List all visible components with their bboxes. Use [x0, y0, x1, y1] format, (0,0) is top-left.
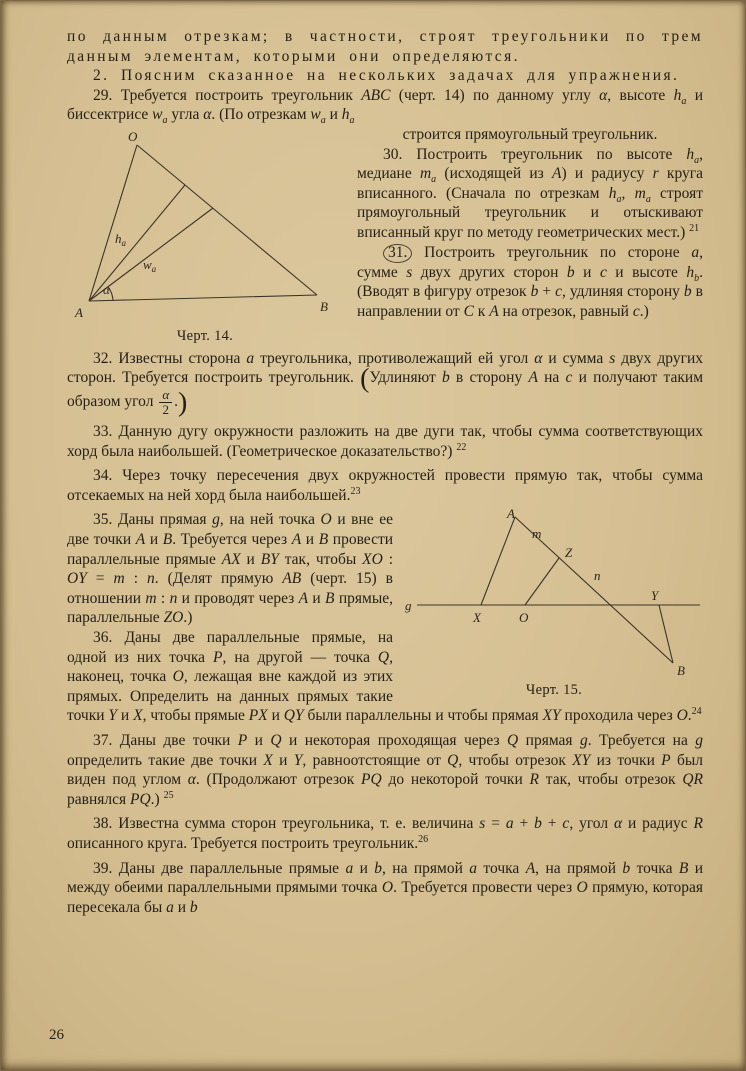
label-X: X — [473, 610, 481, 626]
page-number: 26 — [49, 1027, 64, 1043]
problem-36: 36. Даны две параллельные прямые, на одной из них точка P, на другой — точка Q, наконец, точка O, лежащая вне каждой из этих прямых. Определить на данных прямых такие точки Y и X, чтобы прямые PX и QY были параллельны и чтобы прямая XY проходила через O.$^{24}$ — [67, 628, 702, 725]
label-ha: $h_a$ — [115, 230, 126, 248]
paragraph-section-2: 2. Поясним сказанное на нескольких задачах для упражнения. — [93, 67, 680, 85]
figure-15 — [405, 507, 703, 701]
problem-33: 33. Данную дугу окружности разложить на две дуги так, чтобы сумма соответствующих хорд была наибольшей. (Геометрическое доказательство?) $^{22}$ — [67, 423, 703, 460]
label-O: O — [128, 128, 138, 144]
label-Z: Z — [565, 545, 573, 561]
label-B: B — [677, 663, 685, 679]
problem-38: 38. Известна сумма сторон треугольника, т. е. величина s = a + b + c, угол α и радиус R описанного круга. Требуется построить треугольник.$^{26}$ — [67, 815, 703, 852]
problem-32: 32. Известны сторона a треугольника, противолежащий ей угол α и сумма s двух других сторон. Требуется построить треугольник. (Удлиняют b в сторону A на c и получают таким образом угол $\frac{\alpha}{2}$ .) — [67, 349, 704, 418]
figure-14 — [67, 129, 343, 347]
side-OB — [137, 145, 317, 295]
label-B: B — [320, 298, 328, 314]
paragraph-continuation: по данным отрезкам; в частности, строят треугольники по трем данным элементам, которыми они определяются. — [67, 28, 703, 65]
label-O: O — [519, 610, 529, 626]
label-alpha: α — [103, 281, 110, 297]
figure-14-drawing — [67, 129, 343, 325]
label-n: n — [594, 568, 601, 584]
text-column — [1, 1, 745, 917]
line-AX — [481, 517, 515, 605]
side-OA — [89, 145, 137, 301]
label-wa: $w_a$ — [143, 256, 157, 274]
label-A: A — [75, 304, 83, 320]
figure-15-caption: Черт. 15. — [525, 682, 583, 699]
problem-37: 37. Даны две точки P и Q и некоторая проходящая через Q прямая g. Требуется на g определить такие две точки X и Y, равноотстоящие от Q, чтобы отрезок XY из точки P был виден под углом α. (Продолжают отрезок PQ до некоторой точки R так, чтобы отрезок QR равнялся PQ.) $^{25}$ — [67, 731, 704, 808]
side-AB — [89, 295, 317, 301]
problem-34: 34. Через точку пересечения двух окружностей провести прямую так, чтобы сумма отсекаемых на ней хорд была наибольшей.$^{23}$ — [67, 467, 703, 504]
label-m: m — [532, 526, 542, 542]
label-g: g — [405, 598, 412, 614]
problem-39: 39. Даны две параллельные прямые a и b, на прямой a точка A, на прямой b точка B и между обеими параллельными прямыми точка O. Требуется провести через O прямую, которая пересекала бы a и b — [67, 859, 703, 916]
figure-14-caption: Черт. 14. — [176, 327, 234, 344]
label-A: A — [507, 507, 515, 522]
problem-30: 30. Построить треугольник по высоте $h_a$, медиане $m_a$ (исходящей из A) и радиусу r круга вписанного. (Сначала по отрезкам $h_a$, $m_a$ строят прямоугольный треугольник и отыскивают вписанный круг по методу геометрических мест.) $^{21}$ — [357, 145, 704, 241]
line-BY — [659, 605, 673, 663]
problem-31: 31. Построить треугольник по стороне a, сумме s двух других сторон b и c и высоте $h_b$. (Вводят в фигуру отрезок b + c, удлиняя сторону b в направлении от C к A на отрезок, равный c.) — [357, 243, 703, 320]
problem-29-continuation: строится прямоугольный треугольник. — [402, 125, 658, 143]
problem-29: 29. Требуется построить треугольник ABC (черт. 14) по данному углу α, высоте $h_a$ и биссектрисе $w_a$ угла α. (По отрезкам $w_a$ и $h_a$ — [67, 86, 704, 127]
figure-15-drawing — [405, 507, 703, 679]
label-Y: Y — [651, 588, 659, 604]
problem-35: 35. Даны прямая g, на ней точка O и вне ее две точки A и B. Требуется через A и B провести параллельные прямые AX и BY так, чтобы XO : OY = m : n. (Делят прямую AB (черт. 15) в отношении m : n и проводят через A и B прямые, параллельные ZO.) — [67, 511, 394, 627]
line-ZO — [525, 558, 559, 605]
